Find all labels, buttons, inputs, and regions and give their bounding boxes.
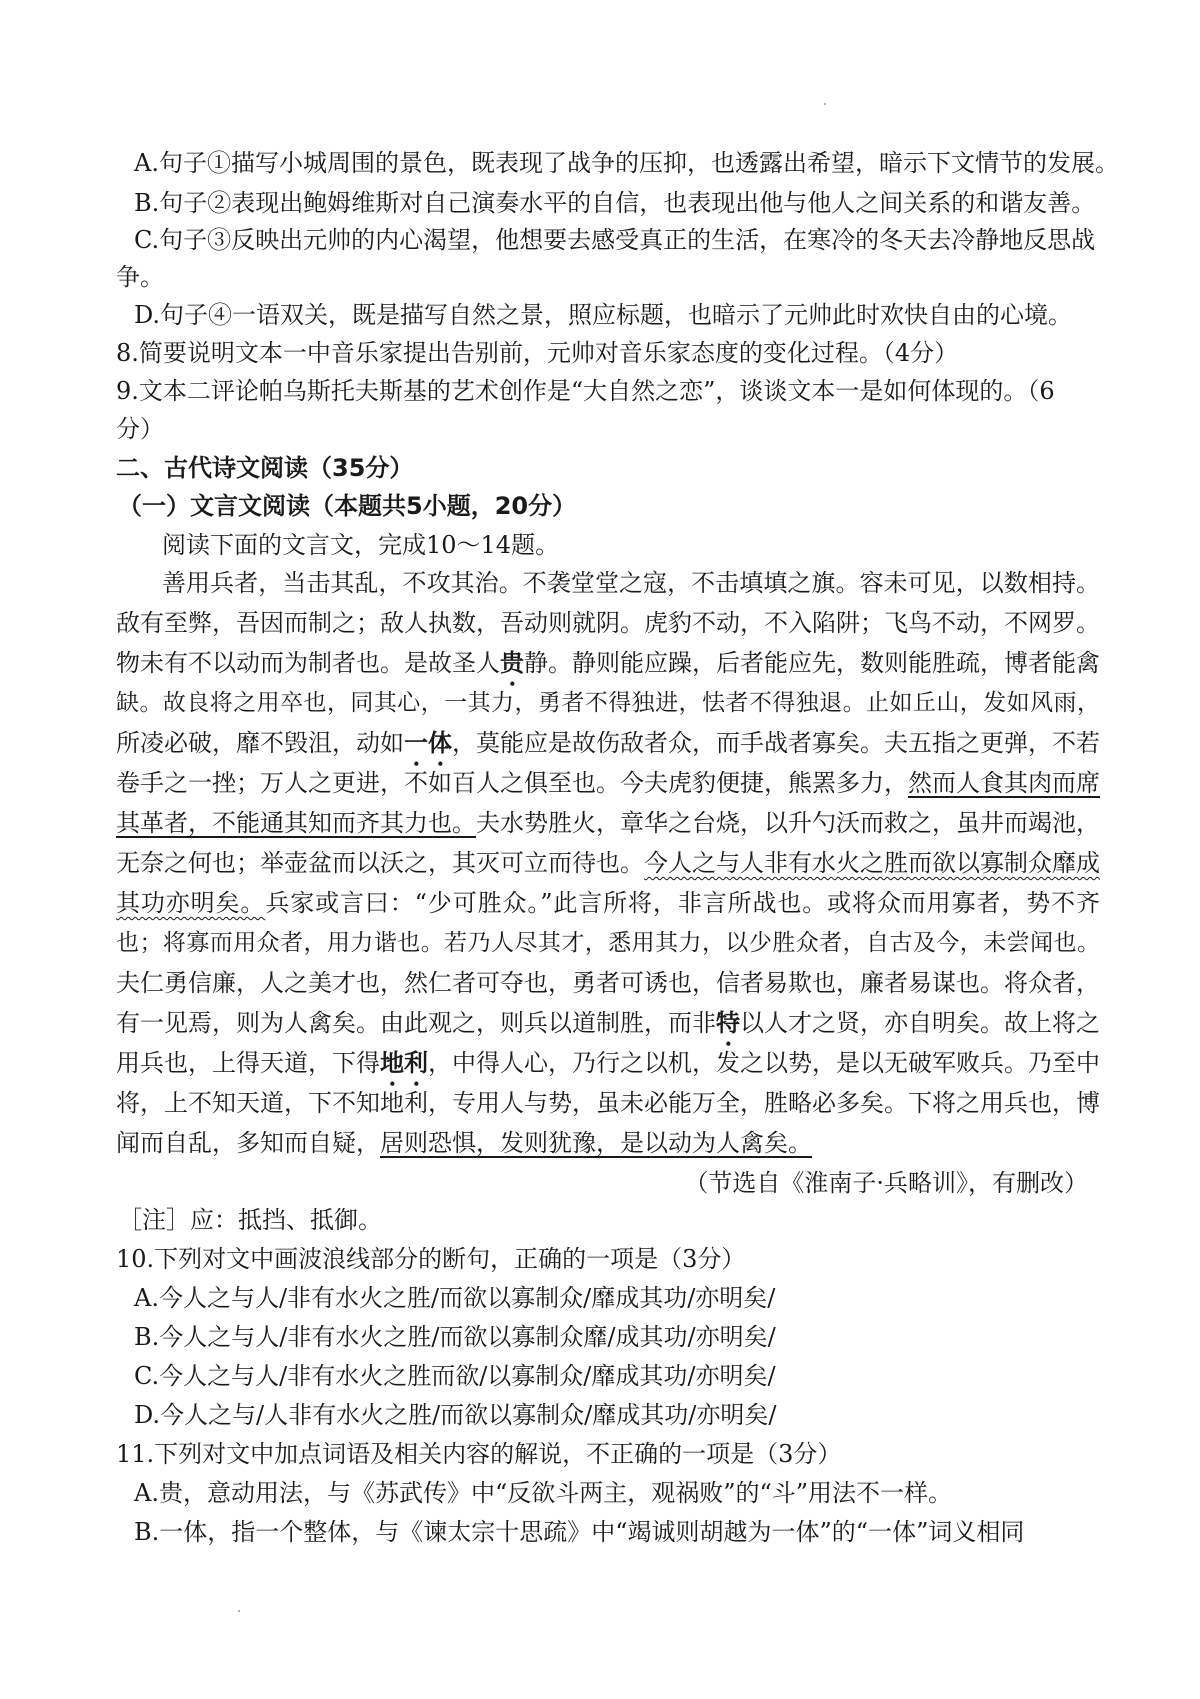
subsection-title: （一）文言文阅读（本题共5小题，20分） xyxy=(118,492,577,520)
passage-note: ［注］应：抵挡、抵御。 xyxy=(118,1206,382,1234)
q7-option-c-cont: 争。 xyxy=(116,263,164,291)
passage-text: 闻而自乱，多知而自疑， xyxy=(116,1129,380,1157)
passage-text: 有一见焉，则为人禽矣。由此观之，则兵以道制胜，而非 xyxy=(116,1009,716,1037)
passage-line xyxy=(116,886,1100,920)
passage-line xyxy=(116,726,1100,771)
passage-text: 物未有不以动而为制者也。是故圣人 xyxy=(116,649,500,677)
passage-text: 以人才之贤，亦自明矣。故上将之 xyxy=(740,1009,1100,1037)
dotted-word-gui: 贵 xyxy=(500,648,524,677)
passage-text: 静。静则能应躁，后者能应先，数则能胜疏，博者能禽 xyxy=(524,649,1100,677)
passage-line: 将，上不知天道，下不知地利，专用人与势，虽未必能万全，胜略必多矣。下将之用兵也，博 xyxy=(116,1089,1100,1117)
q10-option-d: D.今人之与/人非有水火之胜/而欲以寡制众/靡成其功/亦明矣/ xyxy=(134,1401,777,1429)
dotted-word-yiti: 一体 xyxy=(404,728,452,757)
passage-line xyxy=(116,1046,1100,1091)
wavy-underlined-sentence: 今人之与人非有水火之胜而欲以寡制众靡成 xyxy=(644,849,1100,877)
passage-text: 用兵也，上得天道，下得 xyxy=(116,1049,380,1077)
passage-source: （节选自《淮南子·兵略训》，有删改） xyxy=(684,1169,1088,1197)
passage-line: 缺。故良将之用卒也，同其心，一其力，勇者不得独进，怯者不得独退。止如丘山，发如风雨， xyxy=(116,690,1100,716)
passage-text: 所凌必破，靡不毁沮，动如 xyxy=(116,729,404,757)
underlined-sentence: 其革者，不能通其知而齐其力也。 xyxy=(116,809,476,837)
q11-option-b: B.一体，指一个整体，与《谏太宗十思疏》中“竭诚则胡越为一体”的“一体”词义相同 xyxy=(134,1518,1025,1546)
question-9: 9.文本二评论帕乌斯托夫斯基的艺术创作是“大自然之恋”，谈谈文本一是如何体现的。（6 xyxy=(116,377,1055,405)
passage-text: 夫水势胜火，章华之台烧，以升勺沃而救之，虽井而竭池， xyxy=(476,809,1100,837)
wavy-underlined-sentence: 其功亦明矣。 xyxy=(116,889,266,917)
dotted-word-te: 特 xyxy=(716,1008,740,1037)
dotted-word-dili: 地利 xyxy=(380,1048,428,1077)
q7-option-c: C.句子③反映出元帅的内心渴望，他想要去感受真正的生活，在寒冷的冬天去冷静地反思战 xyxy=(134,226,1096,254)
underlined-sentence: 居则恐惧，发则犹豫，是以动为人禽矣。 xyxy=(380,1129,812,1157)
question-11: 11.下列对文中加点词语及相关内容的解说，不正确的一项是（3分） xyxy=(116,1440,842,1468)
reading-instruction: 阅读下面的文言文，完成10～14题。 xyxy=(162,531,560,559)
question-10: 10.下列对文中画波浪线部分的断句，正确的一项是（3分） xyxy=(116,1245,746,1273)
passage-line xyxy=(116,766,1100,800)
section-title: 二、古代诗文阅读（35分） xyxy=(116,454,414,482)
q7-option-a: A.句子①描写小城周围的景色，既表现了战争的压抑，也透露出希望，暗示下文情节的发展。 xyxy=(134,149,1119,177)
scan-speck xyxy=(824,103,826,105)
passage-line: 夫仁勇信廉，人之美才也，然仁者可夺也，勇者可诱也，信者易欺也，廉者易谋也。将众者， xyxy=(116,969,1100,997)
passage-text: ，中得人心，乃行之以机，发之以势，是以无破军败兵。乃至中 xyxy=(428,1049,1100,1077)
q10-option-a: A.今人之与人/非有水火之胜/而欲以寡制众/靡成其功/亦明矣/ xyxy=(134,1284,776,1312)
passage-line xyxy=(116,646,1100,691)
q11-option-a: A.贵，意动用法，与《苏武传》中“反欲斗两主，观祸败”的“斗”用法不一样。 xyxy=(134,1479,953,1507)
passage-text: ，莫能应是故伤敌者众，而手战者寡矣。夫五指之更弹，不若 xyxy=(452,729,1100,757)
scan-speck xyxy=(238,1610,240,1612)
question-9-cont: 分） xyxy=(116,415,164,443)
passage-line xyxy=(116,846,1100,880)
q7-option-d: D.句子④一语双关，既是描写自然之景，照应标题，也暗示了元帅此时欢快自由的心境。 xyxy=(134,301,1073,329)
q10-option-b: B.今人之与人/非有水火之胜/而欲以寡制众靡/成其功/亦明矣/ xyxy=(134,1323,776,1351)
question-8: 8.简要说明文本一中音乐家提出告别前，元帅对音乐家态度的变化过程。（4分） xyxy=(116,339,959,367)
q7-option-b: B.句子②表现出鲍姆维斯对自己演奏水平的自信，也表现出他与他人之间关系的和谐友善。 xyxy=(134,189,1096,217)
passage-text: 无奈之何也；举壶盆而以沃之，其灭可立而待也。 xyxy=(116,849,644,877)
underlined-sentence: 然而人食其肉而席 xyxy=(908,769,1100,797)
q10-option-c: C.今人之与人/非有水火之胜而欲/以寡制众/靡成其功/亦明矣/ xyxy=(134,1362,776,1390)
passage-line xyxy=(116,806,1100,840)
passage-text: 卷手之一挫；万人之更进，不如百人之俱至也。今夫虎豹便捷，熊罴多力， xyxy=(116,769,908,797)
passage-text: 兵家或言曰：“少可胜众。”此言所将，非言所战也。或将众而用寡者，势不齐 xyxy=(265,889,1100,917)
passage-line xyxy=(116,1006,1100,1051)
passage-line: 也；将寡而用众者，用力谐也。若乃人尽其才，悉用其力，以少胜众者，自古及今，未尝闻也。 xyxy=(116,930,1100,956)
passage-line: 善用兵者，当击其乱，不攻其治。不袭堂堂之寇，不击填填之旗。容未可见，以数相持。 xyxy=(162,569,1100,597)
passage-line xyxy=(116,1126,812,1160)
passage-line: 敌有至弊，吾因而制之；敌人执数，吾动则就阴。虎豹不动，不入陷阱；飞鸟不动，不网罗。 xyxy=(116,609,1100,637)
